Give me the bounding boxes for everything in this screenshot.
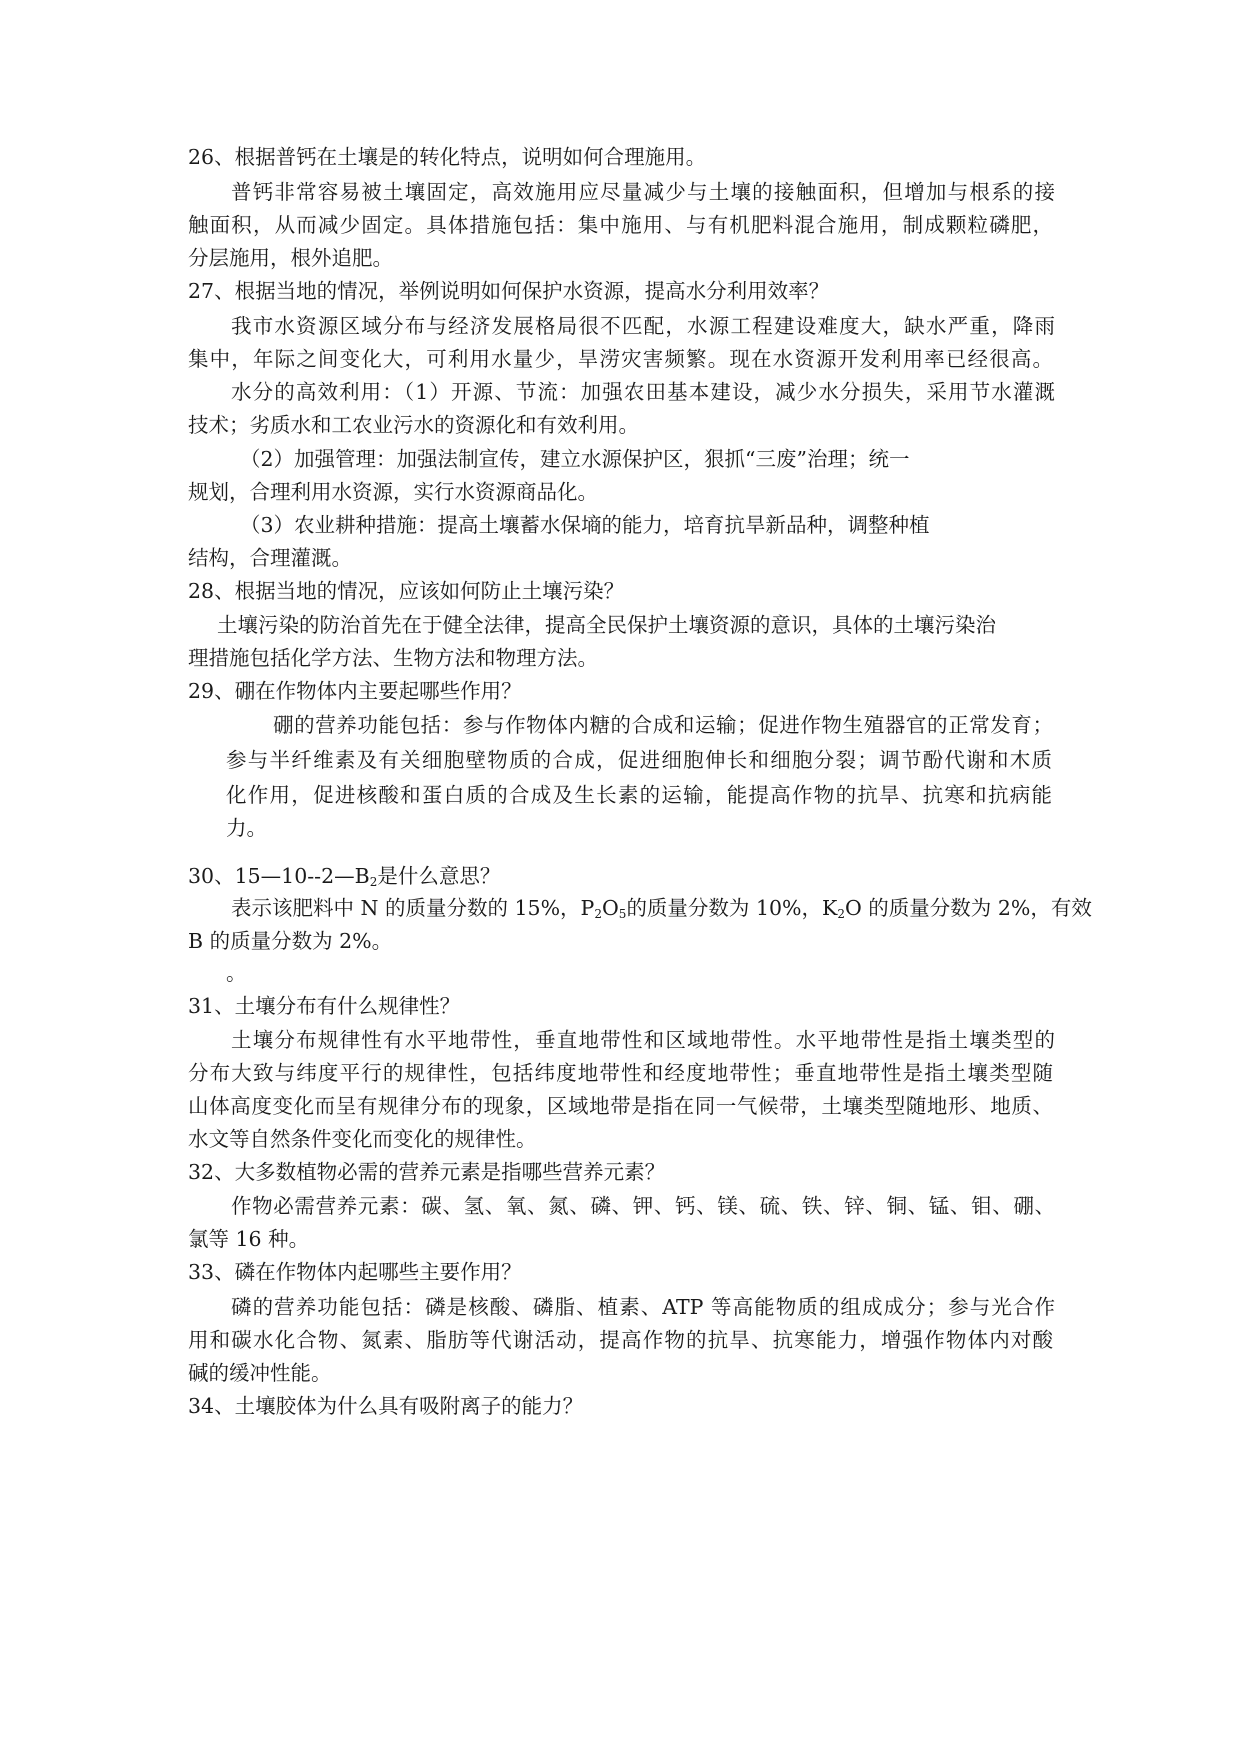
question-32: 32、大多数植物必需的营养元素是指哪些营养元素？ [188, 1160, 666, 1184]
question-31: 31、土壤分布有什么规律性？ [188, 994, 461, 1018]
answer-27-line-3: 水分的高效利用：（1）开源、节流：加强农田基本建设，减少水分损失，采用节水灌溉 [231, 380, 1055, 404]
question-30-subscript: 2 [369, 875, 378, 889]
answer-29-line-3: 化作用，促进核酸和蛋白质的合成及生长素的运输，能提高作物的抗旱、抗寒和抗病能 [226, 783, 1052, 807]
question-28: 28、根据当地的情况，应该如何防止土壤污染？ [188, 579, 625, 603]
answer-29-line-4: 力。 [226, 816, 267, 840]
answer-28-line-2: 理措施包括化学方法、生物方法和物理方法。 [188, 646, 598, 670]
answer-27-line-8: 结构，合理灌溉。 [188, 546, 352, 570]
answer-30-text-c: O [601, 896, 619, 920]
answer-26-line-3: 分层施用，根外追肥。 [188, 246, 393, 270]
answer-30-text-g: O 的质量分数为 2%，有效 [844, 896, 1092, 920]
answer-30-text-e: 的质量分数为 10%，K [626, 896, 838, 920]
answer-30-sub-f: 2 [837, 907, 845, 921]
answer-28-line-1: 土壤污染的防治首先在于健全法律，提高全民保护土壤资源的意识，具体的土壤污染治 [217, 613, 996, 637]
answer-29-line-2: 参与半纤维素及有关细胞壁物质的合成，促进细胞伸长和细胞分裂；调节酚代谢和木质 [226, 748, 1052, 772]
answer-30-sub-b: 2 [594, 907, 602, 921]
answer-31-line-1: 土壤分布规律性有水平地带性，垂直地带性和区域地带性。水平地带性是指土壤类型的 [231, 1028, 1055, 1052]
answer-27-line-1: 我市水资源区域分布与经济发展格局很不匹配，水源工程建设难度大，缺水严重，降雨 [231, 314, 1055, 338]
question-33: 33、磷在作物体内起哪些主要作用？ [188, 1260, 522, 1284]
question-26: 26、根据普钙在土壤是的转化特点，说明如何合理施用。 [188, 145, 707, 169]
answer-27-line-4: 技术；劣质水和工农业污水的资源化和有效利用。 [188, 413, 639, 437]
answer-30-sub-d: 5 [618, 907, 627, 921]
answer-27-line-6: 规划，合理利用水资源，实行水资源商品化。 [188, 480, 598, 504]
answer-30-text-a: 表示该肥料中 N 的质量分数的 15%，P [231, 896, 595, 920]
answer-31-line-4: 水文等自然条件变化而变化的规律性。 [188, 1127, 537, 1151]
question-34: 34、土壤胶体为什么具有吸附离子的能力？ [188, 1394, 584, 1418]
answer-30-line-1 [231, 898, 1092, 919]
question-30-suffix: 是什么意思？ [377, 864, 501, 888]
answer-32-line-2: 氯等 16 种。 [188, 1227, 310, 1251]
answer-26-line-1: 普钙非常容易被土壤固定，高效施用应尽量减少与土壤的接触面积，但增加与根系的接 [231, 180, 1055, 204]
answer-33-line-2: 用和碳水化合物、氮素、脂肪等代谢活动，提高作物的抗旱、抗寒能力，增强作物体内对酸 [188, 1328, 1053, 1352]
question-30-prefix: 30、15—10--2—B [188, 864, 370, 888]
answer-27-line-7: （3）农业耕种措施：提高土壤蓄水保墒的能力，培育抗旱新品种，调整种植 [240, 513, 930, 537]
answer-31-line-3: 山体高度变化而呈有规律分布的现象，区域地带是指在同一气候带，土壤类型随地形、地质、 [188, 1094, 1053, 1118]
answer-30-line-2: B 的质量分数为 2%。 [188, 929, 393, 953]
question-29: 29、硼在作物体内主要起哪些作用？ [188, 679, 522, 703]
answer-33-line-3: 碱的缓冲性能。 [188, 1361, 332, 1385]
answer-32-line-1: 作物必需营养元素：碳、氢、氧、氮、磷、钾、钙、镁、硫、铁、锌、铜、锰、钼、硼、 [231, 1194, 1055, 1218]
answer-31-line-2: 分布大致与纬度平行的规律性，包括纬度地带性和经度地带性；垂直地带性是指土壤类型随 [188, 1061, 1053, 1085]
answer-33-line-1: 磷的营养功能包括：磷是核酸、磷脂、植素、ATP 等高能物质的组成成分；参与光合作 [231, 1295, 1055, 1319]
answer-27-line-2: 集中，年际之间变化大，可利用水量少，旱涝灾害频繁。现在水资源开发利用率已经很高。 [188, 347, 1053, 371]
answer-27-line-5: （2）加强管理：加强法制宣传，建立水源保护区，狠抓“三废”治理；统一 [240, 447, 910, 471]
question-27: 27、根据当地的情况，举例说明如何保护水资源，提高水分利用效率？ [188, 279, 830, 303]
answer-26-line-2: 触面积，从而减少固定。具体措施包括：集中施用、与有机肥料混合施用，制成颗粒磷肥， [188, 213, 1053, 237]
question-30 [188, 866, 500, 887]
answer-29-line-1: 硼的营养功能包括：参与作物体内糖的合成和运输；促进作物生殖器官的正常发育； [273, 713, 1053, 737]
stray-period: 。 [226, 961, 247, 985]
